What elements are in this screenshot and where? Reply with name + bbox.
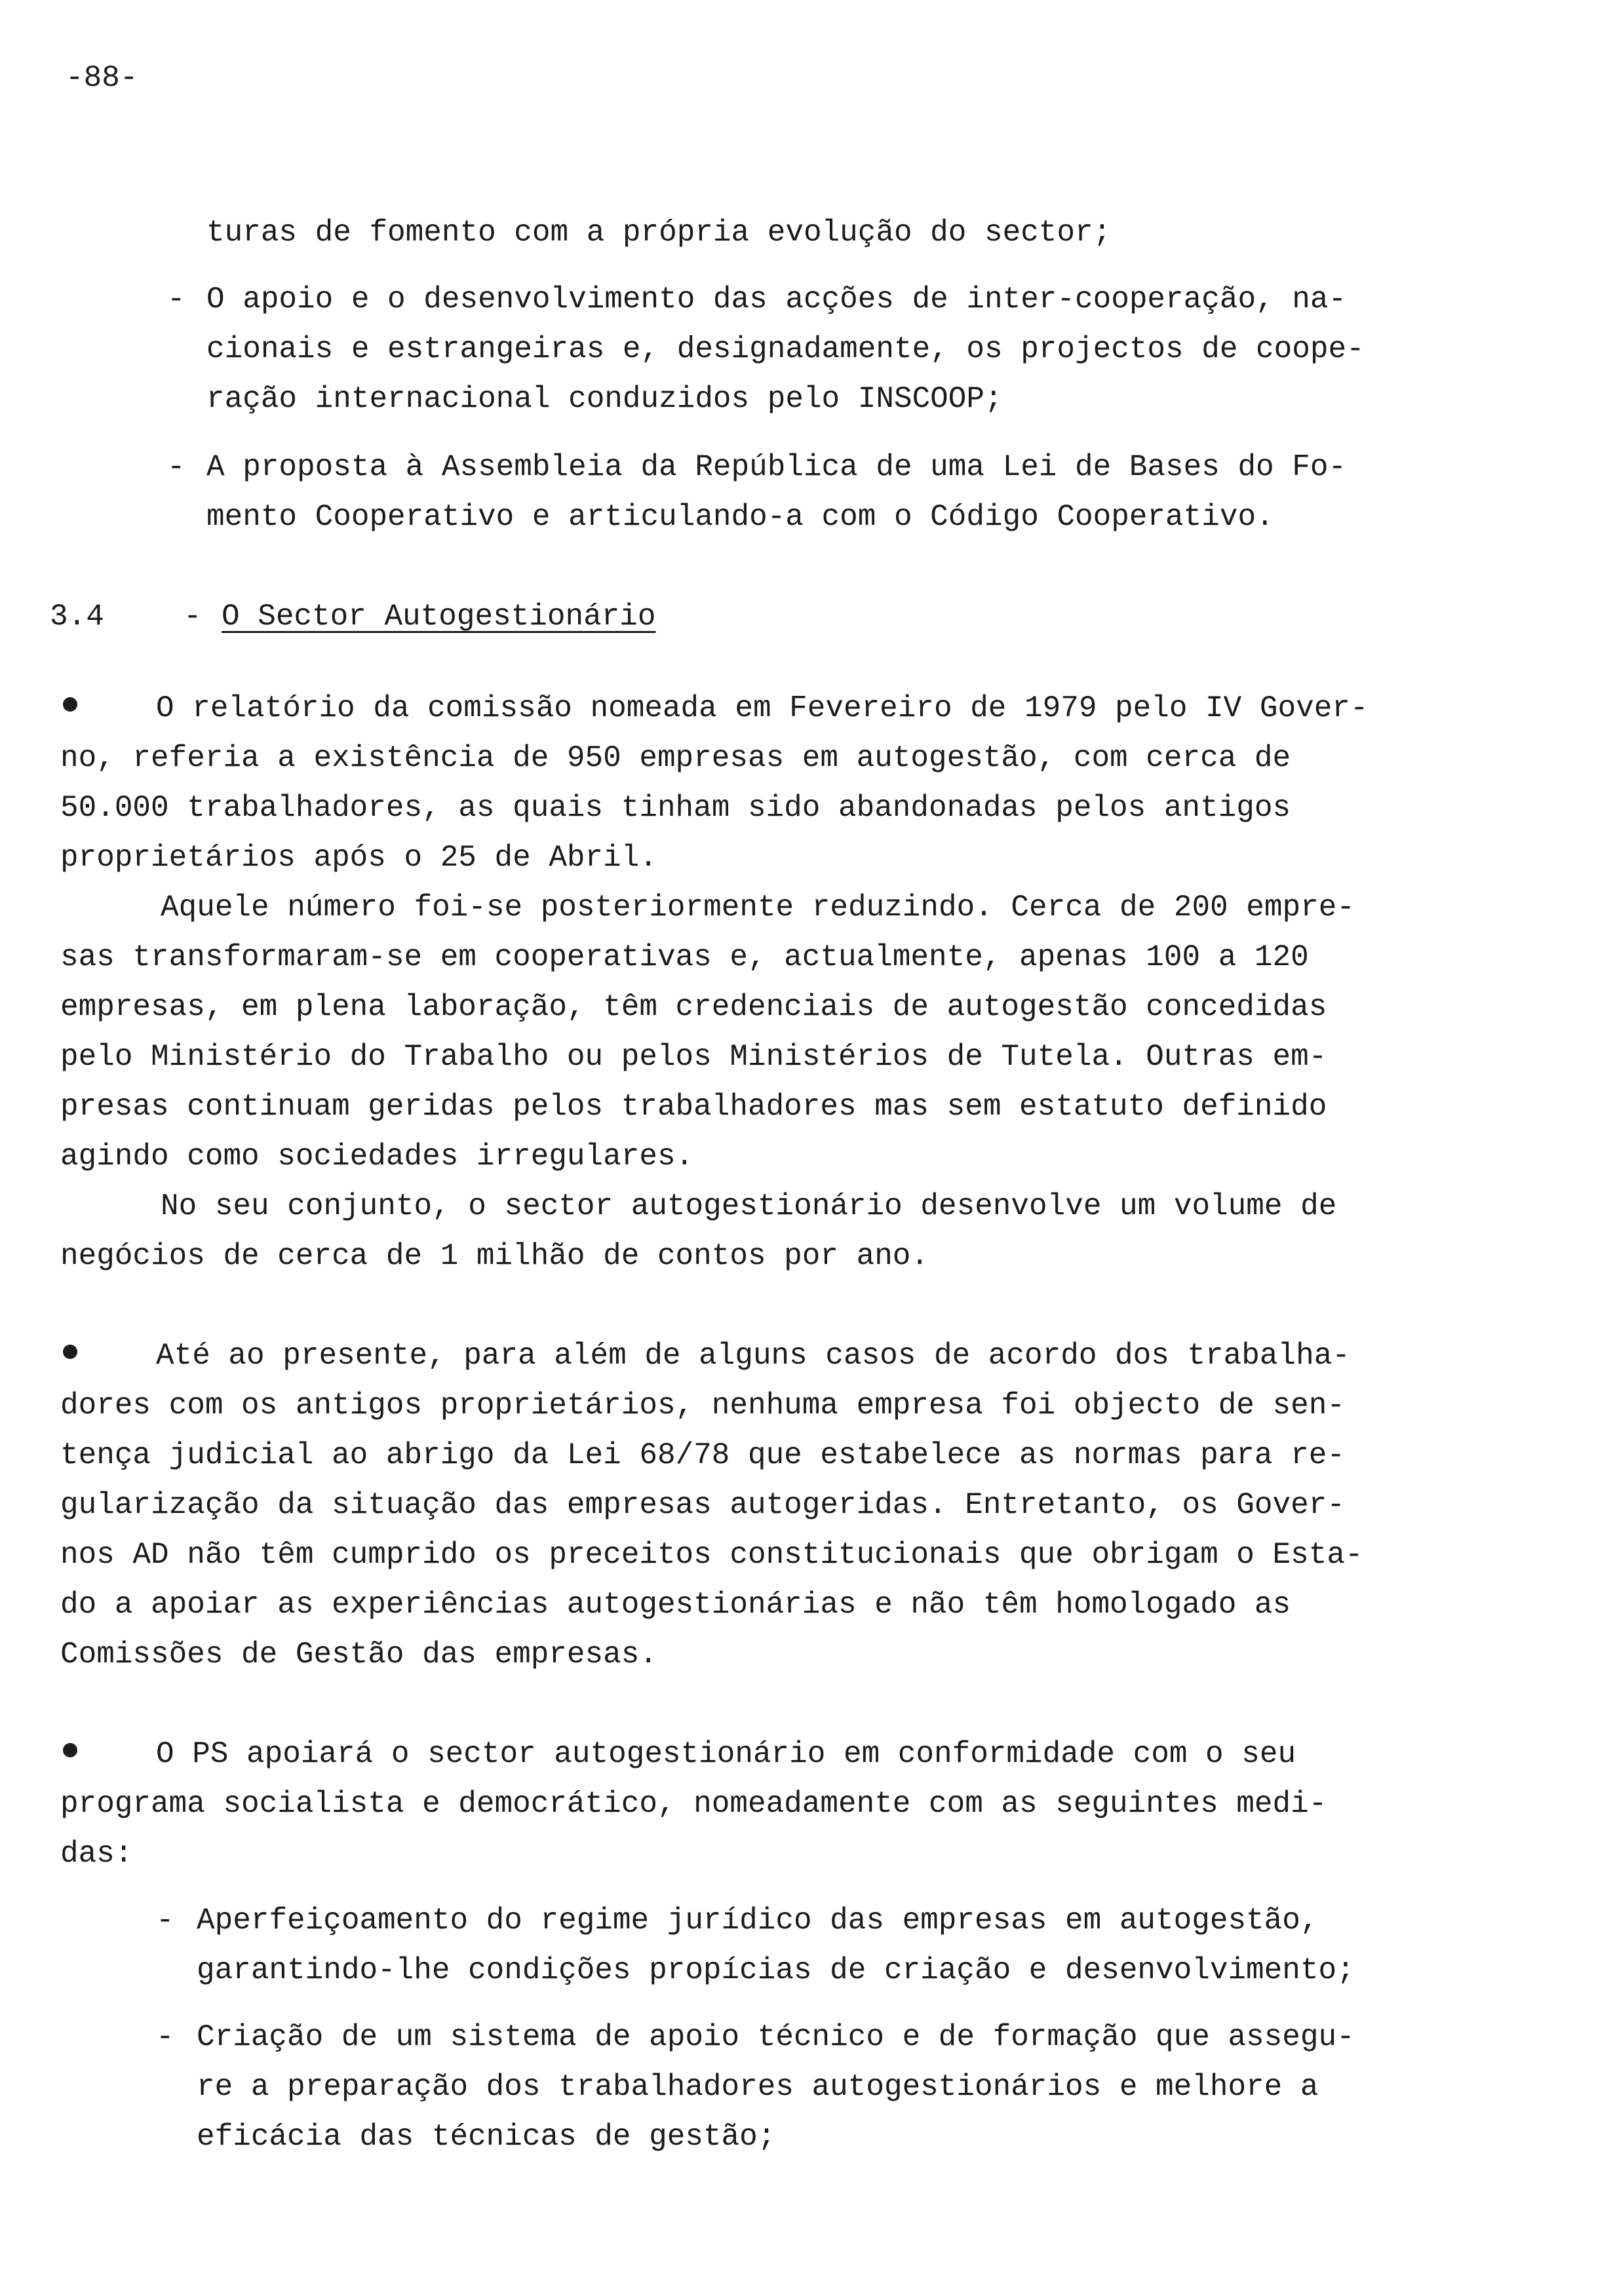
paragraph-line: O PS apoiará o sector autogestionário em conformidade com o seu bbox=[156, 1737, 1296, 1771]
paragraph-line: 50.000 trabalhadores, as quais tinham sido abandonadas pelos antigos bbox=[60, 791, 1291, 825]
list-dash: - bbox=[167, 450, 185, 484]
paragraph-line: Até ao presente, para além de alguns casos de acordo dos trabalha- bbox=[156, 1339, 1350, 1373]
list-line: A proposta à Assembleia da República de uma Lei de Bases do Fo- bbox=[206, 450, 1347, 484]
section-dash: - bbox=[184, 600, 202, 634]
paragraph-line: do a apoiar as experiências autogestionárias e não têm homologado as bbox=[60, 1588, 1291, 1622]
paragraph-line: pelo Ministério do Trabalho ou pelos Ministérios de Tutela. Outras em- bbox=[60, 1040, 1327, 1074]
paragraph-line: programa socialista e democrático, nomeadamente com as seguintes medi- bbox=[60, 1787, 1327, 1821]
paragraph-line: No seu conjunto, o sector autogestionário desenvolve um volume de bbox=[161, 1189, 1337, 1223]
paragraph-line: dores com os antigos proprietários, nenhuma empresa foi objecto de sen- bbox=[60, 1388, 1345, 1423]
paragraph-line: no, referia a existência de 950 empresas em autogestão, com cerca de bbox=[60, 741, 1291, 775]
paragraph-line: agindo como sociedades irregulares. bbox=[60, 1139, 694, 1174]
bullet-icon bbox=[63, 697, 77, 712]
list-dash: - bbox=[167, 282, 185, 316]
paragraph-line: Comissões de Gestão das empresas. bbox=[60, 1637, 657, 1672]
list-line: garantindo-lhe condições propícias de criação e desenvolvimento; bbox=[197, 1953, 1355, 1987]
paragraph-line: tença judicial ao abrigo da Lei 68/78 que estabelece as normas para re- bbox=[60, 1438, 1345, 1472]
list-line: re a preparação dos trabalhadores autogestionários e melhore a bbox=[197, 2070, 1319, 2104]
list-dash: - bbox=[156, 1904, 174, 1938]
paragraph-line: gularização da situação das empresas autogeridas. Entretanto, os Gover- bbox=[60, 1488, 1345, 1522]
paragraph-line: Aquele número foi-se posteriormente reduzindo. Cerca de 200 empre- bbox=[161, 890, 1355, 925]
paragraph-line: das: bbox=[60, 1837, 133, 1871]
list-line: ração internacional conduzidos pelo INSCOOP; bbox=[206, 382, 1003, 416]
page-number: -88- bbox=[66, 61, 138, 95]
section-title: O Sector Autogestionário bbox=[222, 600, 656, 634]
list-line: mento Cooperativo e articulando-a com o Código Cooperativo. bbox=[206, 500, 1274, 534]
list-line: eficácia das técnicas de gestão; bbox=[197, 2120, 776, 2154]
paragraph-line: empresas, em plena laboração, têm credenciais de autogestão concedidas bbox=[60, 990, 1327, 1024]
intro-line: turas de fomento com a própria evolução do sector; bbox=[206, 216, 1112, 250]
paragraph-line: nos AD não têm cumprido os preceitos constitucionais que obrigam o Esta- bbox=[60, 1538, 1363, 1572]
list-line: cionais e estrangeiras e, designadamente, os projectos de coope- bbox=[206, 332, 1365, 366]
bullet-icon bbox=[63, 1743, 77, 1757]
list-line: Criação de um sistema de apoio técnico e de formação que assegu- bbox=[197, 2020, 1355, 2054]
list-dash: - bbox=[156, 2020, 174, 2054]
paragraph-line: sas transformaram-se em cooperativas e, actualmente, apenas 100 a 120 bbox=[60, 940, 1309, 974]
list-line: Aperfeiçoamento do regime jurídico das empresas em autogestão, bbox=[197, 1904, 1319, 1938]
paragraph-line: negócios de cerca de 1 milhão de contos por ano. bbox=[60, 1239, 929, 1273]
bullet-icon bbox=[63, 1345, 77, 1359]
paragraph-line: O relatório da comissão nomeada em Fevereiro de 1979 pelo IV Gover- bbox=[156, 691, 1369, 725]
paragraph-line: presas continuam geridas pelos trabalhadores mas sem estatuto definido bbox=[60, 1090, 1327, 1124]
section-number: 3.4 bbox=[50, 600, 104, 634]
paragraph-line: proprietários após o 25 de Abril. bbox=[60, 841, 657, 875]
list-line: O apoio e o desenvolvimento das acções de inter-cooperação, na- bbox=[206, 282, 1347, 316]
